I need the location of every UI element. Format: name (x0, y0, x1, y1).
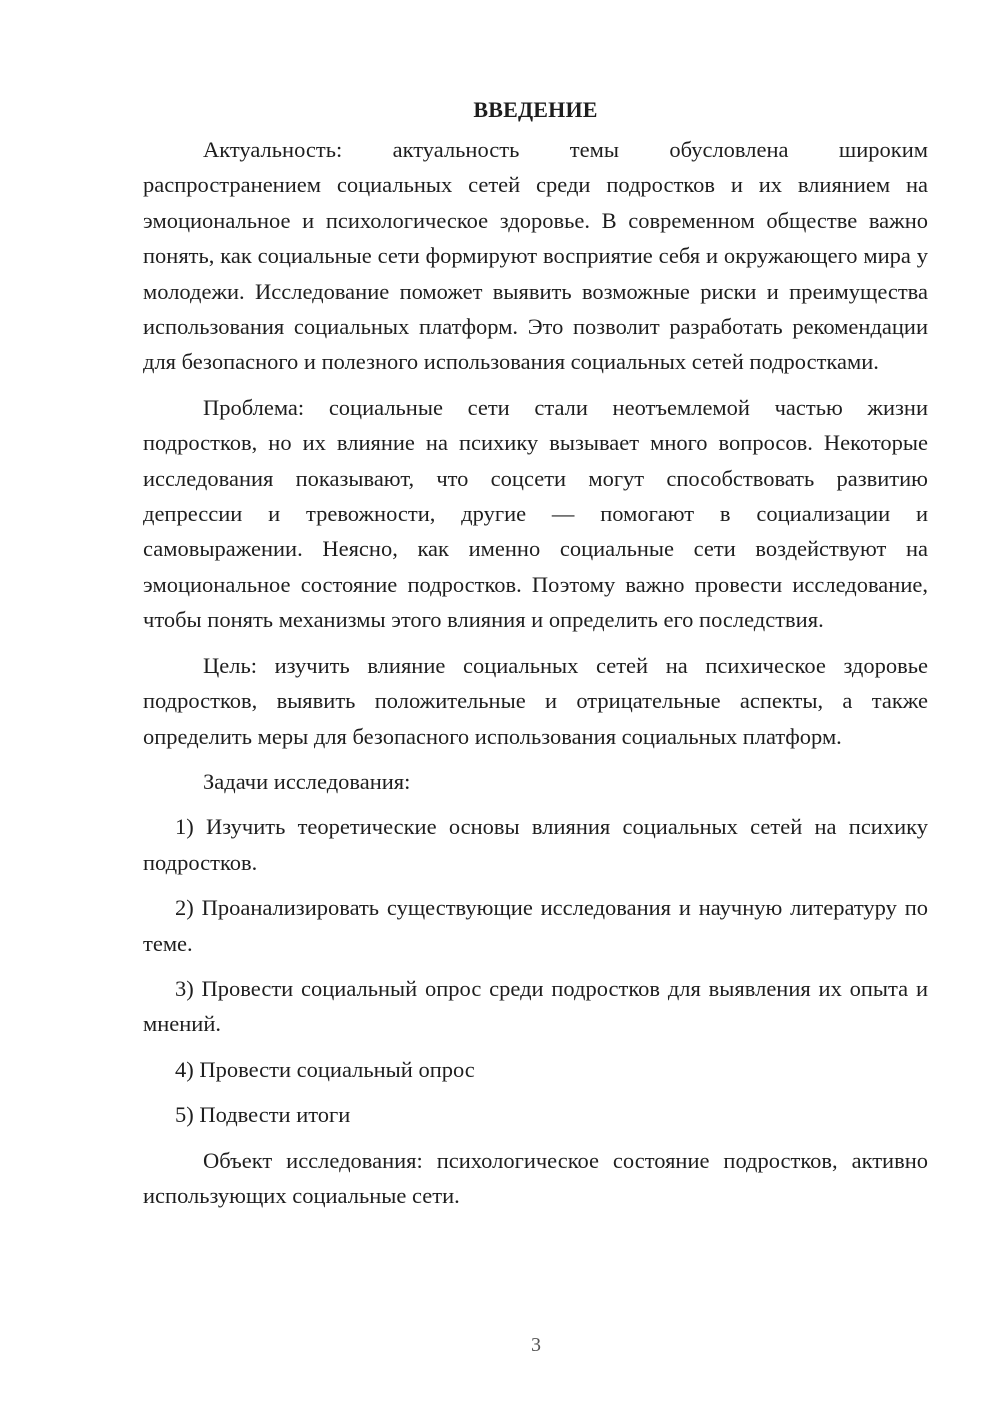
task-item-2: 2) Проанализировать существующие исследования и научную литературу по теме. (143, 895, 928, 956)
paragraph-goal: Цель: изучить влияние социальных сетей на психическое здоровье подростков, выявить положительные и отрицательные аспекты, а также определить меры для безопасного использования социальных платформ. (143, 652, 928, 749)
section-heading: ВВЕДЕНИЕ (473, 97, 598, 122)
paragraph-problem: Проблема: социальные сети стали неотъемлемой частью жизни подростков, но их влияние на психику вызывает много вопросов. Некоторые исследования показывают, что соцсети могут способствовать развитию депрессии и тревожности, другие — помогают в социализации и самовыражении. Неясно, как именно социальные сети воздействуют на эмоциональное состояние подростков. Поэтому важно провести исследование, чтобы понять механизмы этого влияния и определить его последствия. (143, 394, 928, 633)
task-item-1: 1) Изучить теоретические основы влияния социальных сетей на психику подростков. (143, 814, 928, 875)
document-page (143, 92, 928, 1223)
paragraph-object: Объект исследования: психологическое состояние подростков, активно использующих социальные сети. (143, 1147, 928, 1208)
task-item-4: 4) Провести социальный опрос (175, 1056, 475, 1082)
paragraph-relevance: Актуальность: актуальность темы обусловлена широким распространением социальных сетей среди подростков и их влиянием на эмоциональное и психологическое здоровье. В современном обществе важно понять, как социальные сети формируют восприятие себя и окружающего мира у молодежи. Исследование поможет выявить возможные риски и преимущества использования социальных платформ. Это позволит разработать рекомендации для безопасного и полезного использования социальных сетей подростками. (143, 137, 928, 375)
paragraph-tasks-heading: Задачи исследования: (203, 768, 411, 794)
page-number: 3 (531, 1334, 541, 1356)
task-item-5: 5) Подвести итоги (175, 1102, 351, 1128)
task-item-3: 3) Провести социальный опрос среди подростков для выявления их опыта и мнений. (143, 975, 928, 1037)
